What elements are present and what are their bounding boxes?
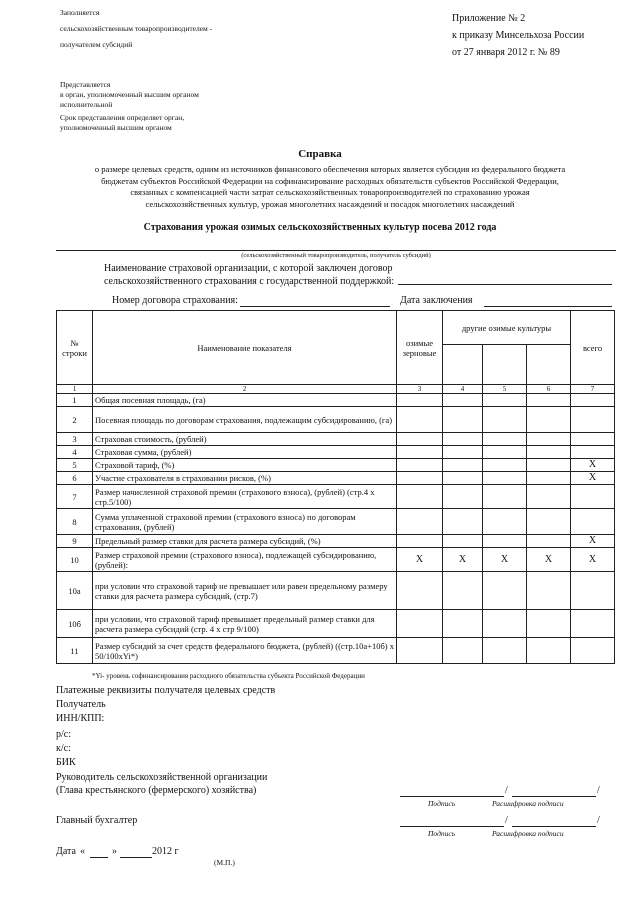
submit-line3: исполнительной [60, 100, 113, 109]
contract-number-label: Номер договора страхования: [112, 295, 238, 306]
value-cell[interactable] [397, 535, 443, 548]
accountant-sign-caption: Подпись [428, 829, 456, 838]
table-row [57, 459, 615, 472]
header-winter-grain: озимые зерновые [397, 311, 443, 385]
table-row [57, 535, 615, 548]
value-cell[interactable] [527, 610, 571, 638]
header-right [452, 12, 584, 59]
contract-number-field[interactable] [240, 306, 390, 307]
row-number: 2 [57, 407, 93, 433]
contract-date-label: Дата заключения [400, 295, 473, 306]
column-number: 7 [571, 385, 615, 394]
column-number: 4 [443, 385, 483, 394]
insurer-line2: сельскохозяйственного страхования с государственной поддержкой: [104, 276, 395, 287]
table-row [57, 407, 615, 433]
row-indicator-name: Размер субсидий за счет средств федерального бюджета, (рублей) ((стр.10а+10б) х 50/100хYi*) [93, 638, 397, 664]
not-applicable-mark: X [571, 472, 615, 485]
column-number: 1 [57, 385, 93, 394]
value-cell[interactable] [397, 485, 443, 509]
date-month-field[interactable] [120, 857, 152, 858]
document-subtitle: Страхования урожая озимых сельскохозяйственных культур посева 2012 года [143, 222, 497, 233]
row-number: 10а [57, 572, 93, 610]
row-indicator-name: Размер начисленной страховой премии (страхового взноса), (рублей) (стр.4 х стр.5/100) [93, 485, 397, 509]
value-cell[interactable] [483, 638, 527, 664]
payment-recipient-label: Получатель [56, 699, 106, 710]
description-line3: связанных с компенсацией части затрат сельскохозяйственных товаропроизводителей по страхованию урожая [130, 187, 530, 197]
column-number: 3 [397, 385, 443, 394]
accountant-slash-2: / [597, 815, 600, 826]
not-applicable-mark: X [571, 535, 615, 548]
value-cell[interactable] [443, 407, 483, 433]
row-number: 3 [57, 433, 93, 446]
accountant-signature-field[interactable] [400, 826, 504, 827]
not-applicable-mark: X [527, 548, 571, 572]
table-row [57, 485, 615, 509]
accountant-decode-field[interactable] [512, 826, 596, 827]
head-slash-2: / [597, 785, 600, 796]
value-cell[interactable] [443, 446, 483, 459]
row-number: 11 [57, 638, 93, 664]
accountant-slash-1: / [505, 815, 508, 826]
value-cell[interactable] [397, 446, 443, 459]
value-cell[interactable] [527, 509, 571, 535]
footnote: *Yi- уровень софинансирования расходного обязательства субъекта Российской Федерации [92, 672, 365, 680]
value-cell[interactable] [527, 446, 571, 459]
date-label: Дата [56, 846, 76, 857]
row-indicator-name: Участие страхователя в страховании рисков, (%) [93, 472, 397, 485]
value-cell[interactable] [397, 572, 443, 610]
row-number: 1 [57, 394, 93, 407]
row-indicator-name: Страховой тариф, (%) [93, 459, 397, 472]
value-cell[interactable] [483, 407, 527, 433]
not-applicable-mark: X [397, 548, 443, 572]
header-other-crop-3[interactable] [527, 345, 571, 385]
table-row [57, 509, 615, 535]
submission-info [60, 80, 199, 133]
header-left [60, 8, 212, 50]
table-row [57, 433, 615, 446]
row-indicator-name: Посевная площадь по договорам страхования, подлежащим субсидированию, (га) [93, 407, 397, 433]
header-indicator-name: Наименование показателя [93, 311, 397, 385]
value-cell[interactable] [527, 638, 571, 664]
value-cell[interactable] [443, 433, 483, 446]
submit-line2: в орган, уполномоченный высшим органом [60, 90, 199, 99]
description-line2: бюджетам субъектов Российской Федерации на софинансирование расходных обязательств субъектов Российской Федерации, [101, 175, 559, 186]
row-number: 5 [57, 459, 93, 472]
document-title: Справка [298, 148, 342, 160]
row-indicator-name: при условии, что страховой тариф превышает предельный размер ставки для расчета размера субсидий (стр. 4 х стр 9/100) [93, 610, 397, 638]
value-cell[interactable] [483, 610, 527, 638]
payment-ks-label: к/с: [56, 743, 71, 754]
header-left-line2: сельскохозяйственным товаропроизводителем - [60, 24, 213, 33]
value-cell[interactable] [443, 509, 483, 535]
value-cell[interactable] [527, 572, 571, 610]
description-line1: о размере целевых средств, одним из источников финансового обеспечения которых является субсидия из федерального бюджета [94, 164, 566, 174]
value-cell[interactable] [397, 509, 443, 535]
value-cell[interactable] [571, 446, 615, 459]
value-cell[interactable] [397, 433, 443, 446]
value-cell[interactable] [571, 485, 615, 509]
head-decode-caption: Расшифровка подписи [492, 799, 564, 808]
insurer-field[interactable] [398, 284, 612, 285]
insurer-line1: Наименование страховой организации, с которой заключен договор [104, 263, 393, 274]
header-row-number: № строки [57, 311, 93, 385]
payment-title: Платежные реквизиты получателя целевых средств [56, 685, 276, 696]
column-number: 2 [93, 385, 397, 394]
table-row [57, 638, 615, 664]
table-row [57, 572, 615, 610]
row-indicator-name: Сумма уплаченной страховой премии (страхового взноса) по договорам страхования, (рублей) [93, 509, 397, 535]
header-other-crops: другие озимые культуры [443, 311, 571, 345]
value-cell[interactable] [443, 394, 483, 407]
accountant-label: Главный бухгалтер [56, 815, 138, 826]
submit-line1: Представляется [60, 80, 111, 89]
row-indicator-name: Страховая сумма, (рублей) [93, 446, 397, 459]
appendix-label: Приложение № 2 [452, 13, 526, 24]
header-left-line1: Заполняется [60, 8, 100, 17]
row-indicator-name: Страховая стоимость, (рублей) [93, 433, 397, 446]
value-cell[interactable] [483, 485, 527, 509]
row-number: 9 [57, 535, 93, 548]
value-cell[interactable] [443, 459, 483, 472]
row-number: 10б [57, 610, 93, 638]
insurer-label [104, 262, 394, 288]
value-cell[interactable] [527, 472, 571, 485]
value-cell[interactable] [571, 638, 615, 664]
submit-line5: уполномоченный высшим органом [60, 123, 172, 132]
value-cell[interactable] [397, 407, 443, 433]
row-indicator-name: Предельный размер ставки для расчета размера субсидий, (%) [93, 535, 397, 548]
not-applicable-mark: X [571, 548, 615, 572]
value-cell[interactable] [397, 610, 443, 638]
row-number: 4 [57, 446, 93, 459]
head-line2: (Глава крестьянского (фермерского) хозяйства) [56, 785, 257, 796]
row-indicator-name: при условии что страховой тариф не превышает или равен предельному размеру ставки для расчета размера субсидий, (стр.7) [93, 572, 397, 610]
head-slash-1: / [505, 785, 508, 796]
value-cell[interactable] [397, 459, 443, 472]
contract-date-field[interactable] [484, 306, 612, 307]
payment-rs-label: р/с: [56, 729, 71, 740]
indicators-table [56, 310, 615, 664]
table-row [57, 472, 615, 485]
not-applicable-mark: X [483, 548, 527, 572]
value-cell[interactable] [527, 485, 571, 509]
not-applicable-mark: X [571, 459, 615, 472]
value-cell[interactable] [483, 446, 527, 459]
value-cell[interactable] [483, 459, 527, 472]
column-number: 6 [527, 385, 571, 394]
value-cell[interactable] [443, 572, 483, 610]
value-cell[interactable] [527, 394, 571, 407]
date-year: 2012 г [152, 846, 179, 857]
value-cell[interactable] [483, 572, 527, 610]
order-label: к приказу Минсельхоза России [452, 30, 585, 41]
payment-details [56, 684, 275, 769]
value-cell[interactable] [397, 394, 443, 407]
stamp-label: (М.П.) [214, 858, 235, 867]
value-cell[interactable] [483, 433, 527, 446]
value-cell[interactable] [527, 535, 571, 548]
head-sign-caption: Подпись [428, 799, 456, 808]
accountant-decode-caption: Расшифровка подписи [492, 829, 564, 838]
value-cell[interactable] [527, 407, 571, 433]
value-cell[interactable] [571, 572, 615, 610]
value-cell[interactable] [483, 394, 527, 407]
value-cell[interactable] [443, 472, 483, 485]
payment-inn-label: ИНН/КПП: [56, 713, 105, 724]
value-cell[interactable] [397, 638, 443, 664]
producer-caption: (сельскохозяйственный товаропроизводитель, получатель субсидий) [241, 252, 431, 259]
row-indicator-name: Общая посевная площадь, (га) [93, 394, 397, 407]
value-cell[interactable] [571, 509, 615, 535]
order-date: от 27 января 2012 г. № 89 [452, 47, 560, 58]
row-indicator-name: Размер страховой премии (страхового взноса), подлежащей субсидированию, (рублей): [93, 548, 397, 572]
head-decode-field[interactable] [512, 796, 596, 797]
date-open-quote: « [80, 846, 85, 857]
table-row [57, 394, 615, 407]
value-cell[interactable] [571, 407, 615, 433]
value-cell[interactable] [527, 433, 571, 446]
submit-line4: Срок представления определяет орган, [60, 113, 185, 122]
value-cell[interactable] [443, 610, 483, 638]
value-cell[interactable] [397, 472, 443, 485]
description-line4: сельскохозяйственных культур, урожая многолетних насаждений и посадок многолетних насаждений [145, 198, 515, 209]
row-number: 7 [57, 485, 93, 509]
header-total: всего [571, 311, 615, 385]
row-number: 6 [57, 472, 93, 485]
value-cell[interactable] [483, 535, 527, 548]
document-description [30, 164, 630, 210]
header-other-crop-1[interactable] [443, 345, 483, 385]
date-day-field[interactable] [90, 857, 108, 858]
payment-bik-label: БИК [56, 757, 76, 768]
column-number: 5 [483, 385, 527, 394]
value-cell[interactable] [483, 509, 527, 535]
not-applicable-mark: X [443, 548, 483, 572]
head-line1: Руководитель сельскохозяйственной организации [56, 772, 268, 783]
table-row [57, 446, 615, 459]
header-other-crop-2[interactable] [483, 345, 527, 385]
date-close-quote: » [112, 846, 117, 857]
value-cell[interactable] [443, 535, 483, 548]
value-cell[interactable] [527, 459, 571, 472]
header-left-line3: получателем субсидий [60, 40, 133, 49]
row-number: 8 [57, 509, 93, 535]
table-row [57, 610, 615, 638]
value-cell[interactable] [571, 433, 615, 446]
table-row [57, 548, 615, 572]
head-signature-field[interactable] [400, 796, 504, 797]
value-cell[interactable] [571, 394, 615, 407]
value-cell[interactable] [571, 610, 615, 638]
value-cell[interactable] [443, 485, 483, 509]
value-cell[interactable] [483, 472, 527, 485]
value-cell[interactable] [443, 638, 483, 664]
head-signature-label [56, 771, 267, 797]
row-number: 10 [57, 548, 93, 572]
